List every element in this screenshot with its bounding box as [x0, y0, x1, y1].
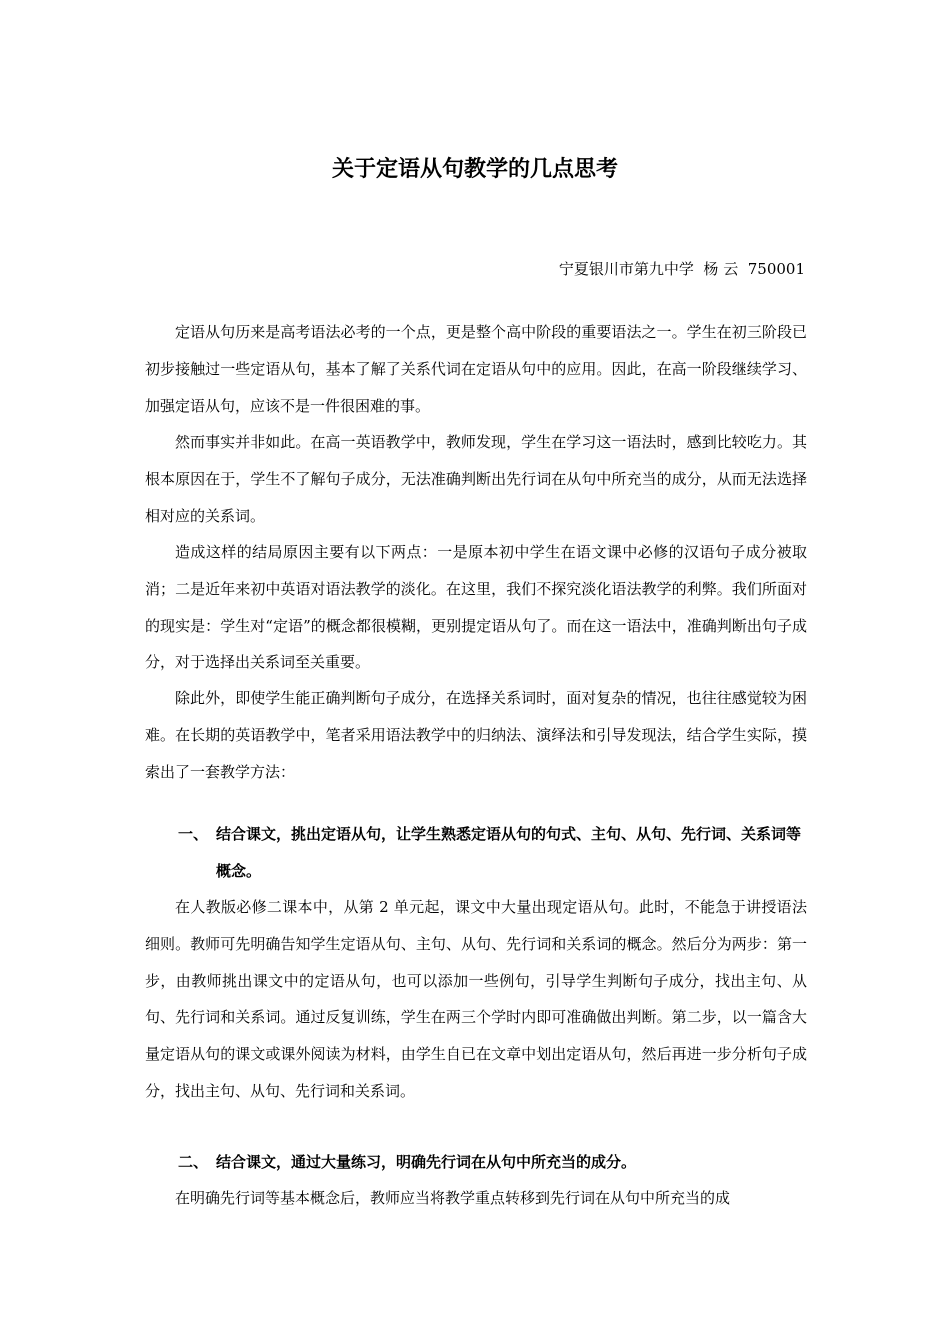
section-1-number: 一、 [178, 825, 209, 843]
section-2-heading [178, 1144, 807, 1181]
document-title: 关于定语从句教学的几点思考 [331, 157, 618, 182]
section-2-heading-text: 结合课文，通过大量练习，明确先行词在从句中所充当的成分。 [216, 1153, 637, 1171]
intro-paragraph-3: 造成这样的结局原因主要有以下两点：一是原本初中学生在语文课中必修的汉语句子成分被取消；二是近年来初中英语对语法教学的淡化。在这里，我们不探究淡化语法教学的利弊。我们所面对的现实是：学生对“定语”的概念都很模糊，更别提定语从句了。而在这一语法中，准确判断出句子成分，对于选择出关系词至关重要。 [145, 543, 807, 672]
section-1-body: 在人教版必修二课本中，从第 2 单元起，课文中大量出现定语从句。此时，不能急于讲授语法细则。教师可先明确告知学生定语从句、主句、从句、先行词和关系词的概念。然后分为两步：第一步，由教师挑出课文中的定语从句，也可以添加一些例句，引导学生判断句子成分，找出主句、从句、先行词和关系词。通过反复训练，学生在两三个学时内即可准确做出判断。第二步，以一篇含大量定语从句的课文或课外阅读为材料，由学生自已在文章中划出定语从句，然后再进一步分析句子成分，找出主句、从句、先行词和关系词。 [145, 898, 807, 1100]
author-line: 宁夏银川市第九中学 杨 云 750001 [558, 260, 805, 278]
section-2-body: 在明确先行词等基本概念后，教师应当将教学重点转移到先行词在从句中所充当的成 [175, 1189, 731, 1207]
intro-paragraph-2: 然而事实并非如此。在高一英语教学中，教师发现，学生在学习这一语法时，感到比较吃力。其根本原因在于，学生不了解句子成分，无法准确判断出先行词在从句中所充当的成分，从而无法选择相对应的关系词。 [145, 433, 807, 525]
intro-paragraph-4: 除此外，即使学生能正确判断句子成分，在选择关系词时，面对复杂的情况，也往往感觉较为困难。在长期的英语教学中，笔者采用语法教学中的归纳法、演绎法和引导发现法，结合学生实际，摸索出了一套教学方法： [145, 689, 807, 781]
section-2-number: 二、 [178, 1153, 209, 1171]
intro-paragraph-1: 定语从句历来是高考语法必考的一个点，更是整个高中阶段的重要语法之一。学生在初三阶段已初步接触过一些定语从句，基本了解了关系代词在定语从句中的应用。因此，在高一阶段继续学习、加强定语从句，应该不是一件很困难的事。 [145, 323, 807, 415]
section-1-heading-text: 结合课文，挑出定语从句，让学生熟悉定语从句的句式、主句、从句、先行词、关系词等概念。 [216, 825, 802, 880]
section-1-heading [178, 816, 807, 890]
